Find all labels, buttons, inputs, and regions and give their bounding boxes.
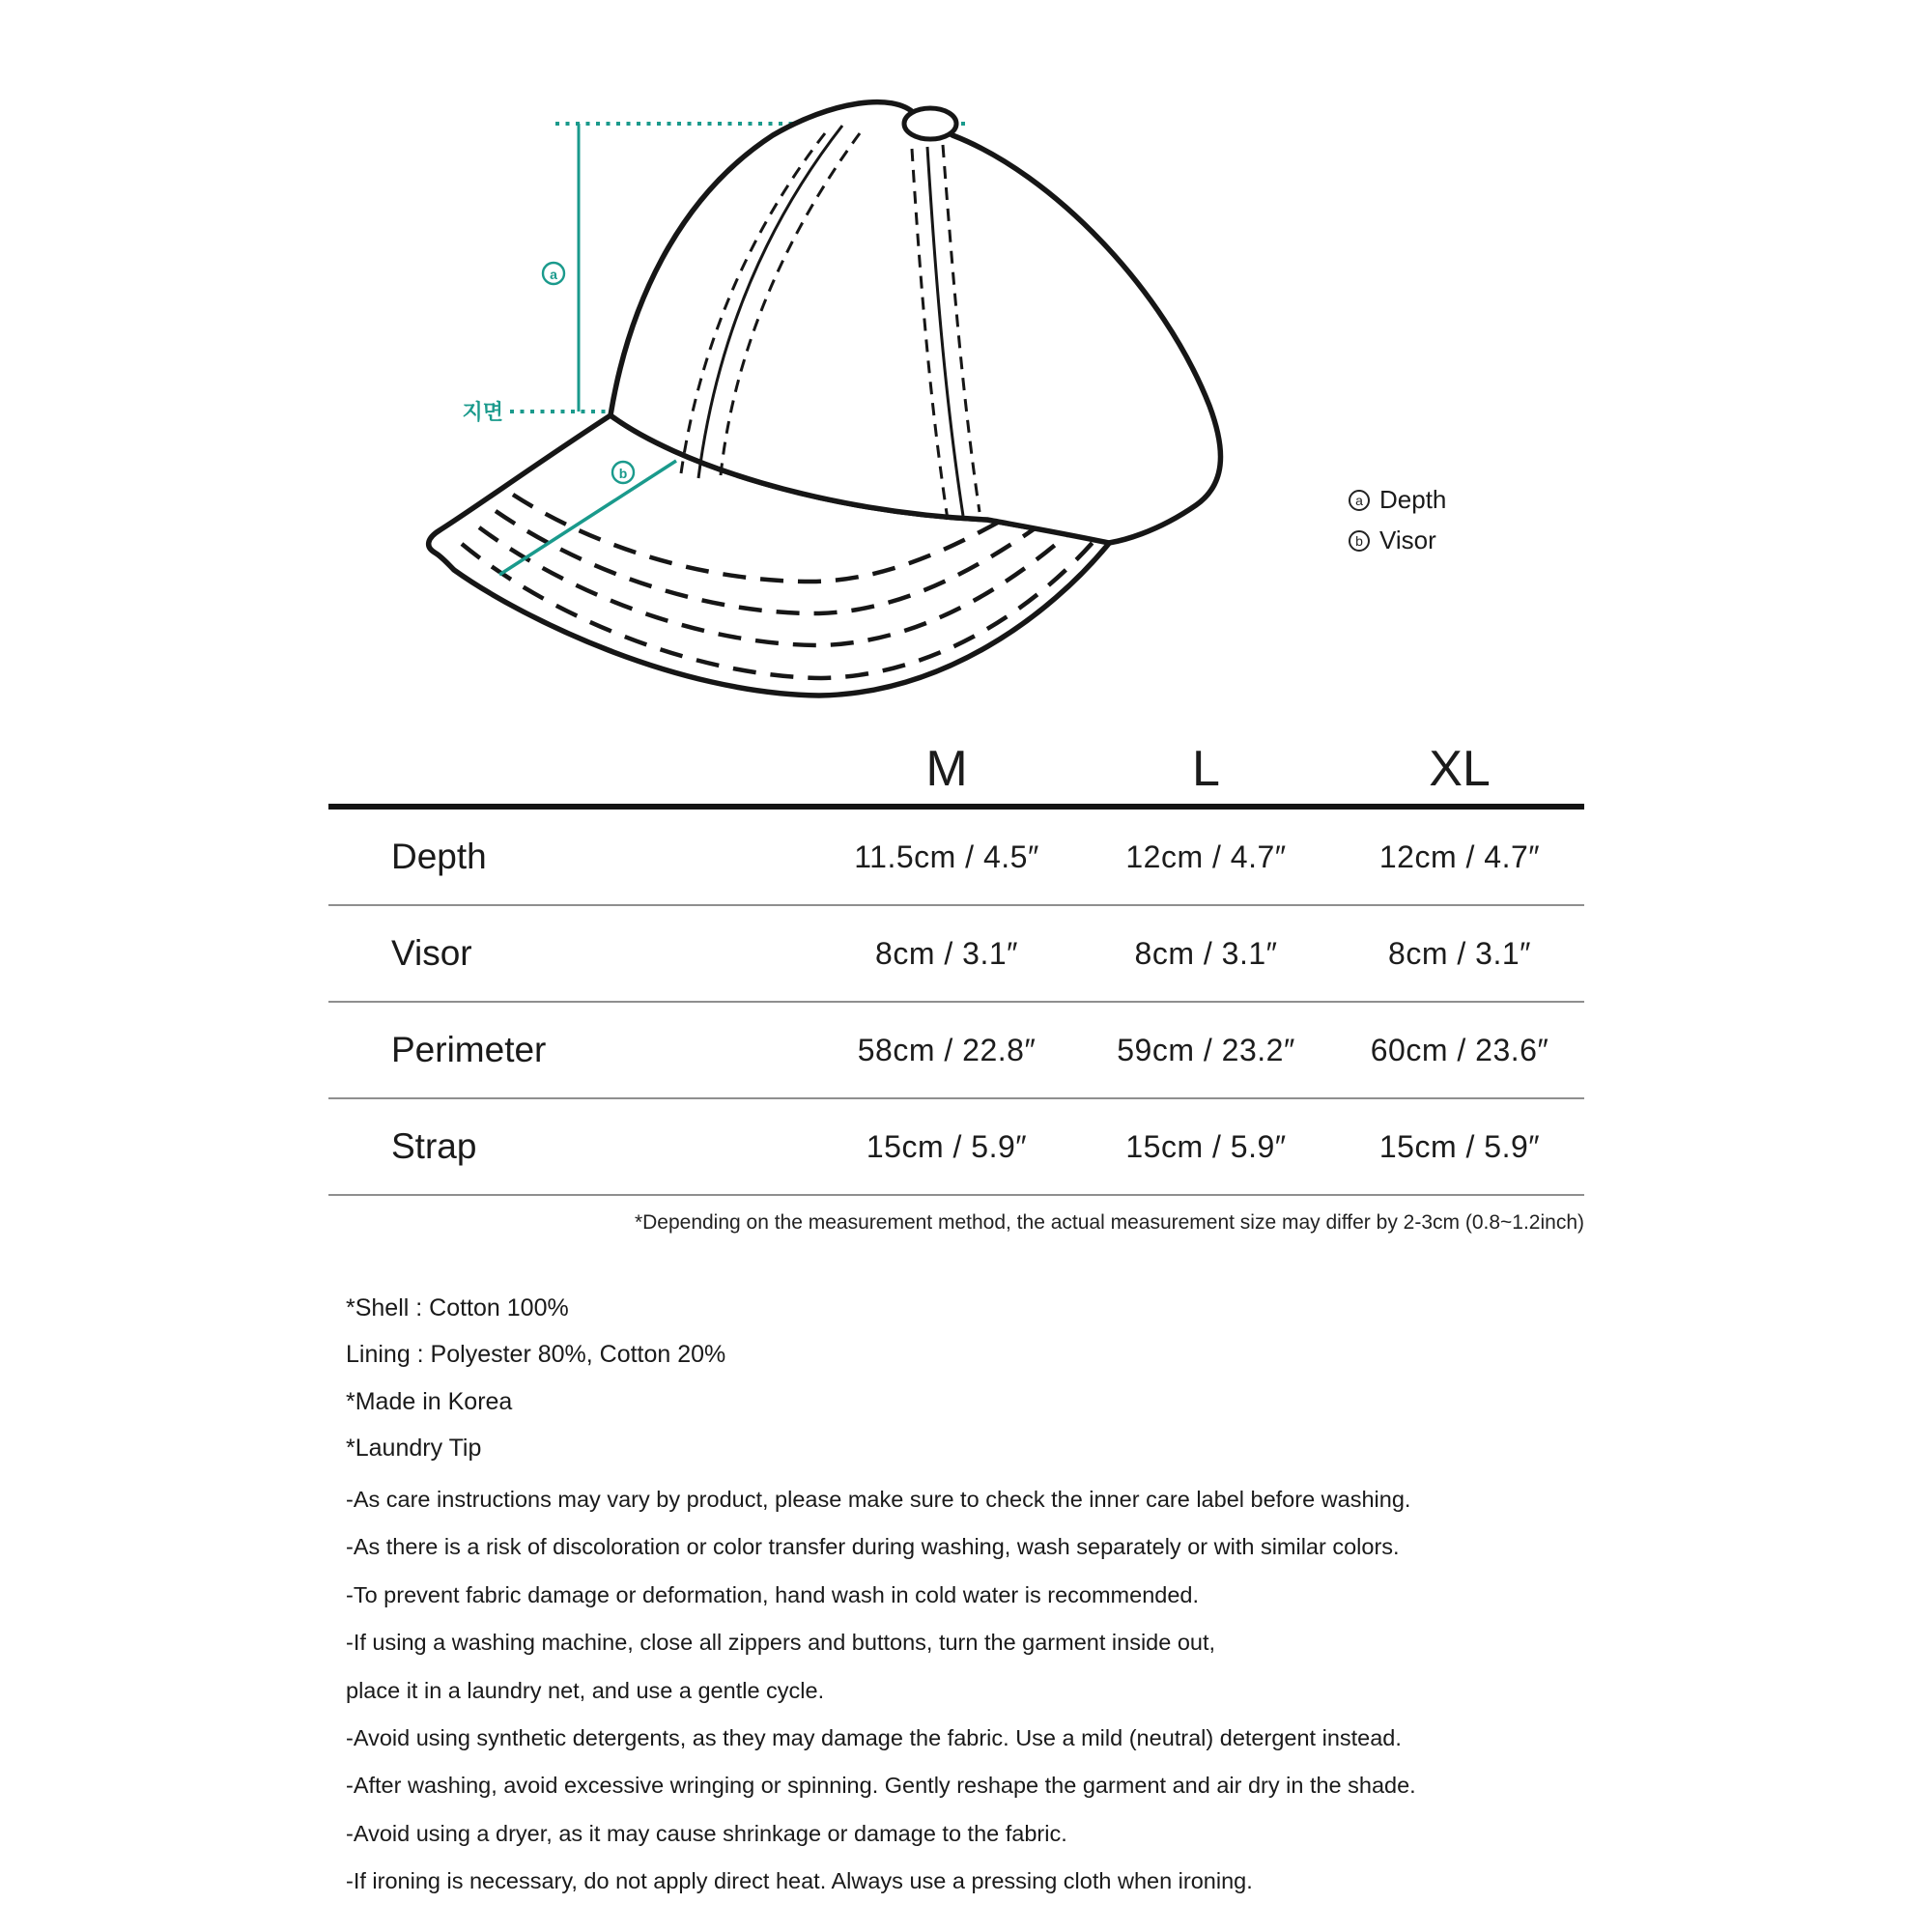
marker-a-icon: [543, 263, 564, 284]
visor-xl: 8cm / 3.1″: [1388, 935, 1531, 971]
lining-info: Lining : Polyester 80%, Cotton 20%: [346, 1341, 726, 1369]
legend-item-visor: [1349, 526, 1446, 555]
care-line: -If using a washing machine, close all zippers and buttons, turn the garment inside out,: [346, 1630, 1216, 1656]
legend-visor-label: Visor: [1379, 526, 1436, 554]
care-line: -After washing, avoid excessive wringing or spinning. Gently reshape the garment and air dry in the shade.: [346, 1773, 1416, 1799]
visor-m: 8cm / 3.1″: [875, 935, 1018, 971]
strap-xl: 15cm / 5.9″: [1378, 1128, 1541, 1164]
table-row-visor: [328, 906, 1584, 1003]
marker-b-icon: [612, 462, 634, 483]
legend-b-icon: b: [1349, 530, 1370, 552]
legend-depth-label: Depth: [1379, 485, 1447, 514]
size-table-header: [328, 732, 1584, 810]
visor-l: 8cm / 3.1″: [1134, 935, 1278, 971]
depth-xl: 12cm / 4.7″: [1378, 838, 1541, 874]
strap-l: 15cm / 5.9″: [1125, 1128, 1287, 1164]
measurement-footnote: *Depending on the measurement method, the actual measurement size may differ by 2-3cm (0.8~1.2inch): [634, 1211, 1584, 1234]
table-row-depth: [328, 810, 1584, 906]
size-table: [328, 732, 1584, 1235]
perimeter-m: 58cm / 22.8″: [857, 1032, 1037, 1067]
perimeter-xl: 60cm / 23.6″: [1370, 1032, 1549, 1067]
care-line: -As care instructions may vary by product, please make sure to check the inner care label before washing.: [346, 1487, 1411, 1512]
strap-m: 15cm / 5.9″: [866, 1128, 1028, 1164]
care-line: -As there is a risk of discoloration or color transfer during washing, wash separately or with similar colors.: [346, 1534, 1400, 1560]
column-header-l: L: [1192, 741, 1220, 797]
measurement-legend: [1349, 485, 1446, 555]
care-line: -If ironing is necessary, do not apply direct heat. Always use a pressing cloth when ironing.: [346, 1868, 1253, 1894]
origin-info: *Made in Korea: [346, 1387, 513, 1415]
marker-a-letter: a: [550, 267, 557, 282]
table-row-strap: [328, 1099, 1584, 1196]
legend-a-icon: a: [1349, 490, 1370, 511]
product-info: [346, 1285, 725, 1472]
care-line: -Avoid using a dryer, as it may cause shrinkage or damage to the fabric.: [346, 1820, 1067, 1846]
laundry-tip-heading: *Laundry Tip: [346, 1435, 482, 1463]
row-label: Visor: [391, 933, 472, 973]
care-line: -Avoid using synthetic detergents, as they may damage the fabric. Use a mild (neutral) detergent instead.: [346, 1725, 1402, 1751]
perimeter-l: 59cm / 23.2″: [1117, 1032, 1295, 1067]
column-header-m: M: [925, 741, 968, 797]
shell-info: *Shell : Cotton 100%: [346, 1294, 569, 1321]
marker-b-letter: b: [618, 466, 628, 481]
ground-label: 지면: [462, 400, 503, 424]
row-label: Perimeter: [391, 1030, 547, 1069]
header-spacer: [328, 798, 816, 804]
care-line: place it in a laundry net, and use a gentle cycle.: [346, 1677, 825, 1703]
cap-button: [904, 108, 956, 139]
care-instructions: [346, 1476, 1416, 1906]
care-line: -To prevent fabric damage or deformation, hand wash in cold water is recommended.: [346, 1581, 1200, 1607]
row-label: Depth: [391, 837, 487, 876]
depth-l: 12cm / 4.7″: [1125, 838, 1287, 874]
column-header-xl: XL: [1429, 741, 1491, 797]
depth-m: 11.5cm / 4.5″: [854, 838, 1039, 874]
row-label: Strap: [391, 1126, 477, 1166]
cap-illustration: [328, 53, 1352, 739]
legend-item-depth: [1349, 485, 1446, 515]
table-row-perimeter: [328, 1003, 1584, 1099]
